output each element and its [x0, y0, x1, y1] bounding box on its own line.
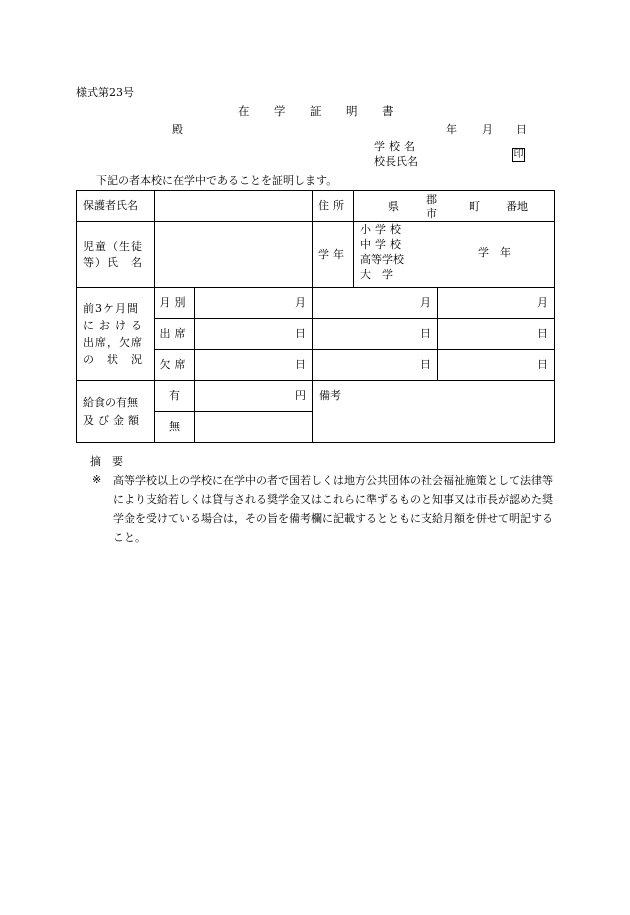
form-number: 様式第23号 [76, 86, 134, 99]
address-banchi: 番地 [506, 200, 528, 213]
seal-mark [512, 148, 525, 162]
month-cell-3[interactable]: 月 [438, 288, 555, 319]
title-char: 在 [238, 104, 250, 118]
address-field[interactable] [354, 191, 555, 222]
remarks-label: 備考 [319, 389, 341, 402]
absent-cell-2[interactable]: 日 [313, 350, 438, 381]
principal-label: 校長氏名 [374, 155, 418, 168]
address-town: 町 [469, 200, 480, 213]
attendance-label-line: の 状 況 [83, 353, 143, 366]
addressee-suffix: 殿 [172, 123, 183, 136]
attendance-label-line: における [83, 319, 147, 332]
meal-label [77, 381, 155, 443]
meal-yes-row [77, 381, 555, 412]
month-row [77, 288, 555, 319]
intro-text: 下記の者本校に在学中であることを証明します。 [96, 174, 338, 187]
meal-label-line1: 給食の有無 [83, 395, 138, 409]
title-char: 証 [310, 104, 322, 118]
meal-no-label: 無 [155, 412, 195, 443]
address-gun: 郡 [426, 193, 437, 206]
title-char: 学 [274, 104, 286, 118]
school-name-label: 学校名 [374, 140, 419, 153]
child-name-field[interactable] [155, 222, 313, 288]
absent-label: 欠席 [155, 350, 195, 381]
notes-mark: ※ [92, 473, 102, 486]
date-month: 月 [482, 123, 493, 136]
month-label: 月別 [155, 288, 195, 319]
present-cell-1[interactable]: 日 [195, 319, 313, 350]
child-label-line1: 児童（生徒 [83, 239, 143, 253]
attendance-label-line: 前3ケ月間 [83, 302, 139, 315]
grade-value: 学 年 [478, 246, 511, 259]
notes-heading: 摘 要 [90, 455, 123, 468]
school-type-high: 高等学校 [360, 253, 404, 266]
present-cell-3[interactable]: 日 [438, 319, 555, 350]
meal-yes-label: 有 [155, 381, 195, 412]
absent-cell-3[interactable]: 日 [438, 350, 555, 381]
present-cell-2[interactable]: 日 [313, 319, 438, 350]
school-type-junior: 中学校 [360, 238, 405, 251]
month-cell-2[interactable]: 月 [313, 288, 438, 319]
title-char: 明 [346, 104, 358, 118]
grade-label: 学年 [313, 222, 354, 288]
school-grade-field[interactable] [354, 222, 555, 288]
meal-label-line2: 及び金額 [83, 414, 143, 427]
certificate-table [76, 190, 555, 443]
remarks-field[interactable] [313, 381, 555, 443]
school-type-university: 大 学 [360, 268, 393, 281]
date-year: 年 [446, 123, 457, 136]
child-label [77, 222, 155, 288]
child-row [77, 222, 555, 288]
notes-text [113, 471, 555, 547]
address-pref: 県 [388, 200, 399, 213]
date-day: 日 [516, 123, 527, 136]
guardian-label: 保護者氏名 [77, 191, 155, 222]
title-char: 書 [382, 104, 394, 118]
present-label: 出席 [155, 319, 195, 350]
attendance-label-line: 出席，欠席 [83, 336, 143, 349]
absent-cell-1[interactable]: 日 [195, 350, 313, 381]
address-label: 住所 [313, 191, 354, 222]
attendance-label [77, 288, 155, 381]
meal-amount-field[interactable]: 円 [195, 381, 313, 412]
notes-body: 高等学校以上の学校に在学中の者で国若しくは地方公共団体の社会福祉施策として法律等により支給若しくは貸与される奨学金又はこれらに準ずるものと知事又は市長が認めた奨学金を受けている場合は，その旨を備考欄に記載するとともに支給月額を併せて明記すること。 [113, 474, 553, 544]
document-title [238, 106, 394, 118]
seal-icon: 印 [513, 149, 524, 160]
guardian-name-field[interactable] [155, 191, 313, 222]
address-city: 市 [426, 207, 437, 220]
month-cell-1[interactable]: 月 [195, 288, 313, 319]
child-label-line2: 等）氏 名 [83, 256, 143, 269]
meal-no-field[interactable] [195, 412, 313, 443]
guardian-row [77, 191, 555, 222]
school-type-elementary: 小学校 [360, 223, 405, 236]
